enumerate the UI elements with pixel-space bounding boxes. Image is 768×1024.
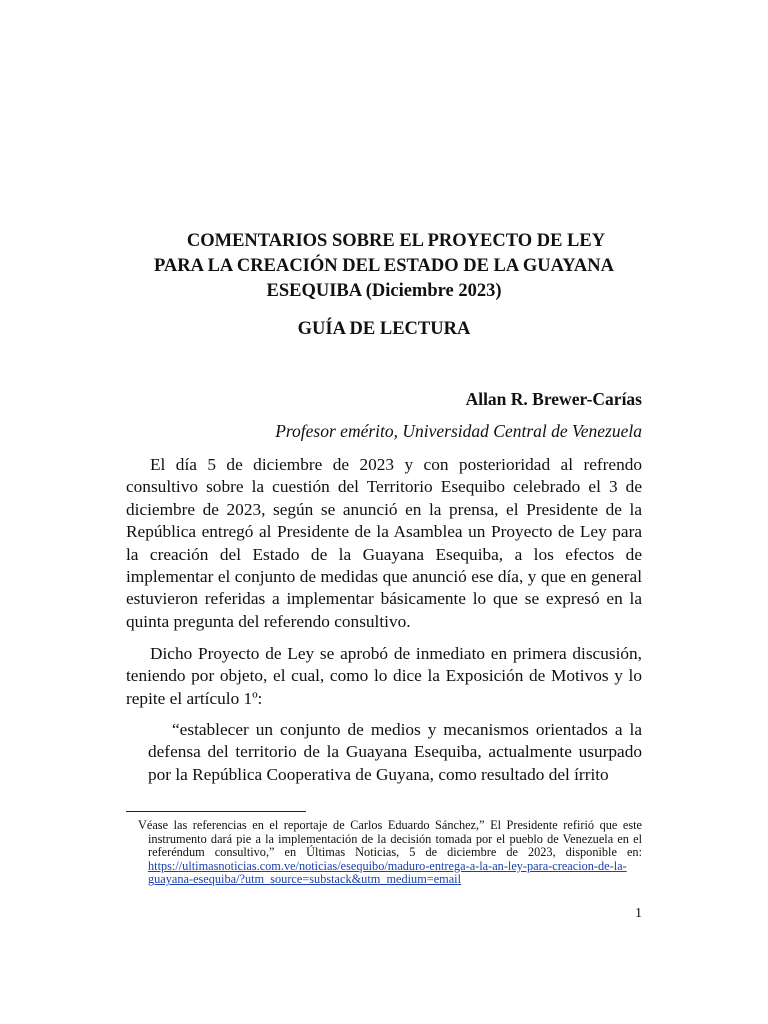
document-subtitle: GUÍA DE LECTURA [297, 319, 471, 339]
page-number: 1 [635, 906, 642, 921]
body-paragraph: El día 5 de diciembre de 2023 y con posterioridad al refrendo consultivo sobre la cuestión del Territorio Esequibo celebrado el 3 de diciembre de 2023, según se anunció en la prensa, el Presidente de la República entregó al Presidente de la Asamblea un Proyecto de Ley para la creación del Estado de la Guayana Esequiba, a los efectos de implementar el conjunto de medidas que anunció ese día, y que en general estuvieron referidas a implementar básicamente lo que se expresó en la quinta pregunta del referendo consultivo. [126, 455, 642, 631]
document-title [120, 229, 648, 304]
author-affiliation: Profesor emérito, Universidad Central de Venezuela [275, 421, 642, 441]
footnote-text: Véase las referencias en el reportaje de Carlos Eduardo Sánchez,” El Presidente refirió que este instrumento dará pie a la implementación de la decisión tomada por el pueblo de Venezuela en el referéndum consultivo,” en Últimas Noticias, 5 de diciembre de 2023, disponible en: [138, 818, 642, 860]
title-line-2: PARA LA CREACIÓN DEL ESTADO DE LA GUAYANA [153, 256, 615, 276]
title-line-3: ESEQUIBA (Diciembre 2023) [266, 281, 502, 301]
body-paragraph: Dicho Proyecto de Ley se aprobó de inmediato en primera discusión, teniendo por objeto, el cual, como lo dice la Exposición de Motivos y lo repite el artículo 1º: [126, 644, 642, 708]
author-name: Allan R. Brewer-Carías [465, 389, 642, 409]
footnote-separator [126, 811, 306, 812]
title-line-1: COMENTARIOS SOBRE EL PROYECTO DE LEY [186, 231, 606, 251]
footnote-link[interactable]: https://ultimasnoticias.com.ve/noticias/esequibo/maduro-entrega-a-la-an-ley-para-creacion-de-la-guayana-esequiba/?utm_source=substack&utm_medium=email [148, 858, 627, 887]
footnote [126, 819, 642, 887]
block-quote: “establecer un conjunto de medios y mecanismos orientados a la defensa del territorio de la Guayana Esequiba, actualmente usurpado por la República Cooperativa de Guyana, como resultado del írrito [148, 720, 642, 784]
